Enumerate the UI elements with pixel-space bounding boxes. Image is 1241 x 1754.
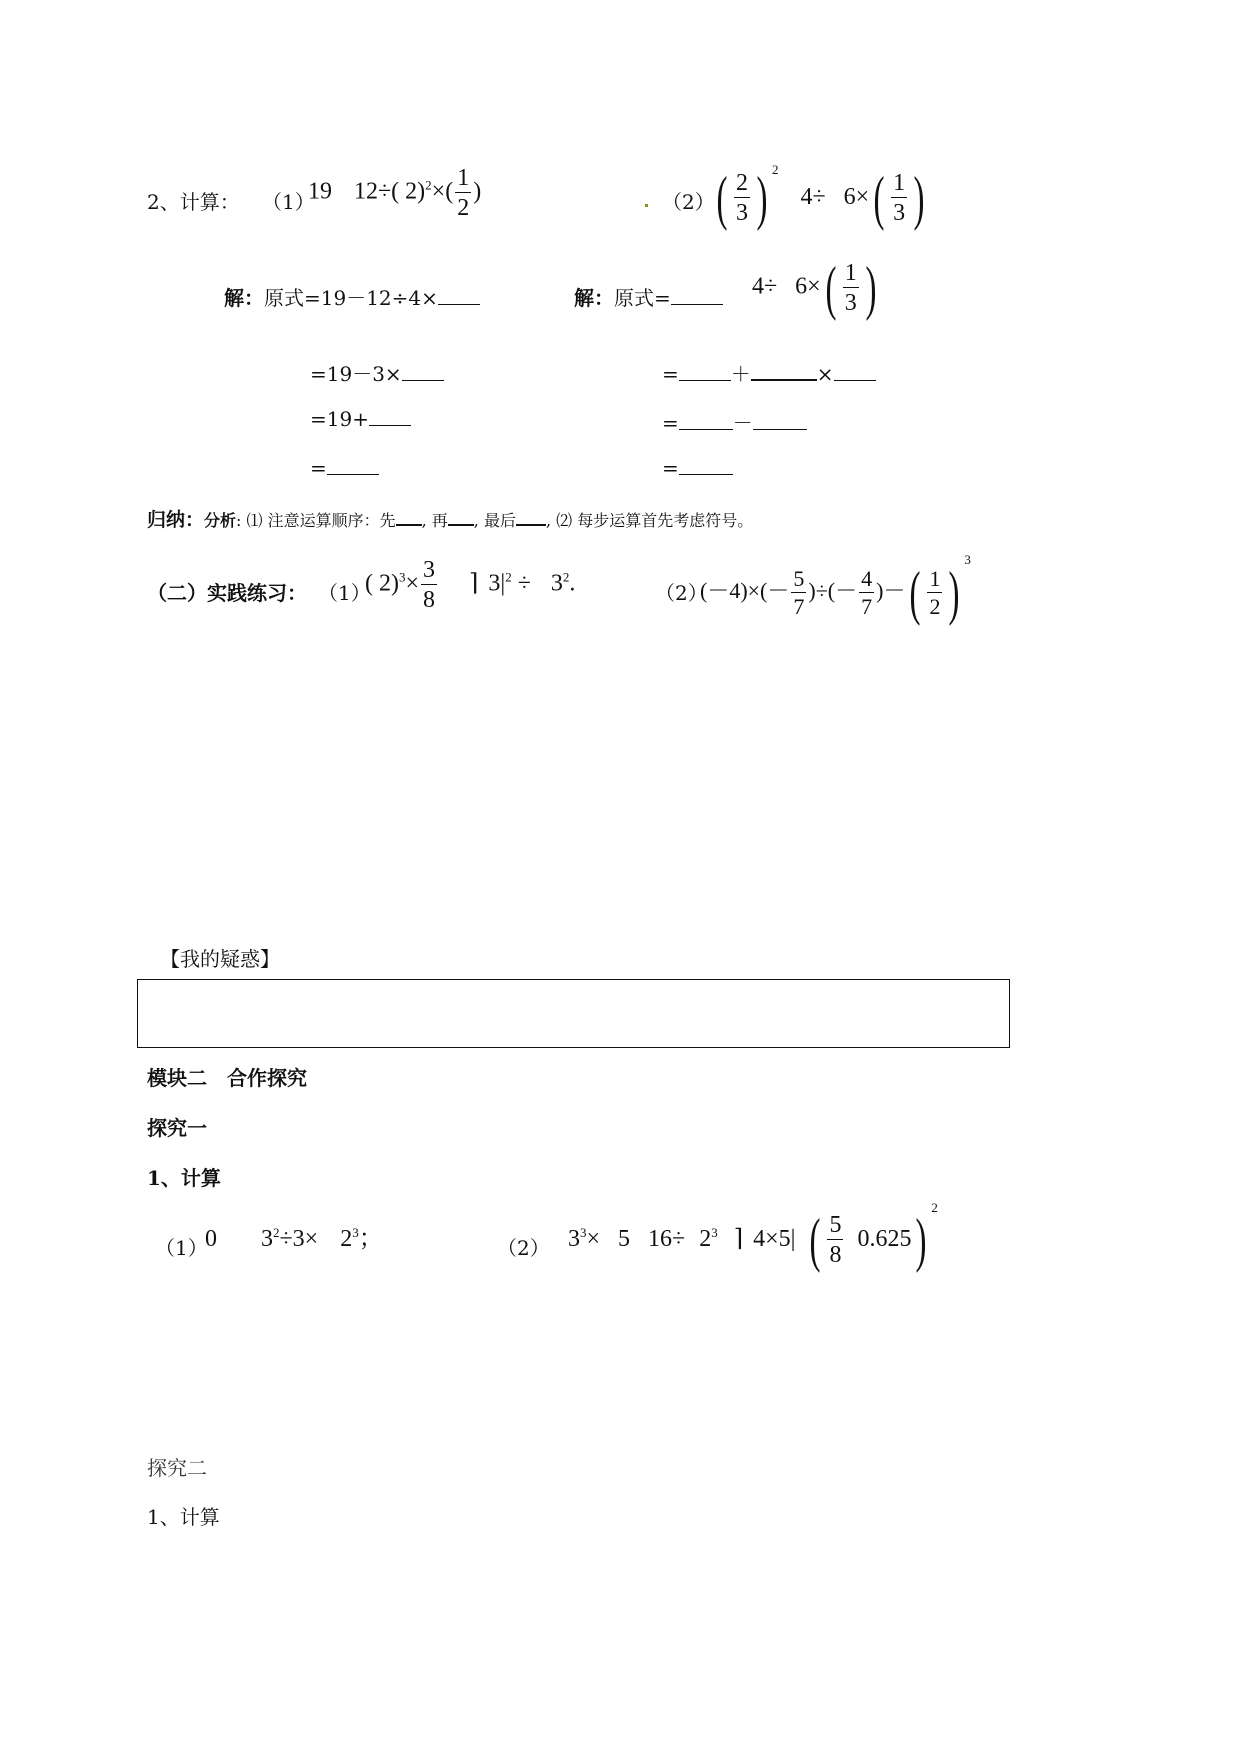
fraction-denominator: 7 [861, 593, 873, 619]
q2-label: 2、计算： [147, 190, 240, 214]
fraction-denominator: 2 [929, 593, 941, 619]
practice-title: （二）实践练习 [147, 581, 287, 605]
expr-term: ( [445, 178, 454, 205]
expr-term: ( 2) [365, 570, 399, 597]
q2-part1-expression [308, 166, 481, 220]
answer-blank [679, 473, 733, 475]
explore1-heading: 探究一 [147, 1116, 207, 1140]
solution-step: － [732, 411, 753, 435]
fraction-numerator: 2 [735, 170, 748, 197]
solution-step: =19+ [310, 407, 369, 431]
expr-term: ÷ [517, 570, 531, 597]
fraction-numerator: 1 [457, 165, 470, 191]
right-paren: ) [915, 1207, 927, 1274]
fraction [455, 166, 471, 220]
expr-term: )÷(－ [808, 578, 858, 603]
solution1-line3 [310, 407, 411, 431]
left-paren: ( [809, 1207, 821, 1274]
expr-exponent: 2 [505, 569, 512, 585]
bracket-glyph: | [500, 570, 506, 597]
expr-term: × [431, 178, 446, 205]
summary-text: : ⑴ 注意运算顺序：先 [236, 511, 396, 530]
expr-term: × [807, 273, 821, 300]
summary-line [147, 505, 753, 532]
solution1-header [224, 282, 480, 311]
answer-blank [751, 378, 817, 381]
solution-step: =19－3× [310, 362, 402, 386]
expr-term: 12÷ [354, 178, 392, 205]
expr-exponent: 2 [425, 177, 432, 193]
fraction-denominator: 3 [844, 290, 857, 316]
practice-colon: ： [287, 581, 307, 605]
expr-term: 5 [618, 1226, 631, 1252]
practice-label [147, 577, 307, 606]
left-paren: ( [909, 559, 921, 626]
expr-term: 2 [340, 1226, 353, 1252]
expr-term: ÷3× [279, 1226, 319, 1252]
summary-analysis-label: 分析 [204, 511, 237, 530]
summary-text: , 最后 [473, 511, 516, 530]
period-glyph: . [569, 570, 576, 597]
solution-step: = [662, 456, 679, 480]
answer-blank [834, 379, 876, 381]
expr-exponent: 3 [711, 1225, 718, 1240]
expr-exponent: 3 [352, 1225, 359, 1240]
explore1-part1-label: （1） [155, 1236, 208, 1260]
bracket-glyph: ⌉ [733, 1226, 744, 1252]
expr-term: ( 2) [391, 178, 426, 205]
expr-term: × [586, 1226, 601, 1252]
fraction-denominator: 8 [423, 587, 436, 613]
expr-exponent: 3 [398, 569, 406, 585]
practice-part1-label: （1） [318, 581, 371, 605]
right-paren: ) [948, 559, 960, 626]
bracket-glyph: ⌉ [469, 570, 479, 597]
solution2-header [574, 282, 723, 311]
q2-part2-expression [712, 162, 929, 232]
solution2-line4 [662, 456, 733, 480]
solution2-header-expression [752, 255, 881, 321]
right-paren: ) [865, 255, 877, 321]
summary-text: , ⑵ 每步运算首先考虑符号。 [545, 511, 754, 530]
solution-label: 解： [224, 286, 264, 310]
expr-term: (－4)×(－ [700, 578, 790, 603]
expr-term: 4÷ [752, 273, 778, 300]
explore1-part2-label: （2） [497, 1236, 550, 1260]
expr-term: 3 [550, 570, 563, 597]
module2-title: 模块二 合作探究 [147, 1066, 307, 1090]
practice-part2-expression [700, 552, 971, 626]
fraction [791, 565, 806, 619]
explore2-calc-label: 1、计算 [147, 1505, 220, 1529]
answer-blank [402, 379, 444, 381]
fraction [859, 565, 874, 619]
explore1-calc-label: 1、计算 [147, 1166, 221, 1190]
solution-step: ＋ [730, 362, 751, 386]
solution-step: = [662, 411, 679, 435]
expr-term: ) [473, 178, 482, 205]
practice-part1-expression [365, 558, 575, 612]
fraction-numerator: 1 [844, 260, 857, 286]
fraction-numerator: 5 [829, 1212, 842, 1239]
left-paren: ( [873, 165, 885, 232]
answer-blank [671, 303, 723, 305]
expr-term: 6 [843, 184, 856, 210]
practice-part2-label: （2） [655, 581, 708, 605]
expr-term: × [855, 184, 870, 210]
answer-blank [327, 473, 379, 475]
fraction [827, 1213, 843, 1267]
solution-step: = [662, 362, 679, 386]
fraction-numerator: 3 [423, 557, 436, 583]
answer-blank [516, 523, 546, 526]
fraction-denominator: 8 [829, 1242, 842, 1269]
answer-blank [448, 523, 474, 526]
expr-exponent: 3 [964, 552, 971, 567]
answer-blank [369, 424, 411, 426]
fraction [891, 171, 907, 225]
solution2-line2 [662, 358, 876, 387]
expr-term: 2 [699, 1226, 712, 1252]
explore1-part1-expression [205, 1218, 383, 1253]
expr-term: 0 [205, 1226, 217, 1252]
answer-blank [438, 303, 480, 305]
expr-term: 4×5 [753, 1226, 791, 1252]
fraction-numerator: 1 [929, 565, 941, 591]
fraction [734, 171, 750, 225]
fraction [421, 558, 437, 612]
fraction-numerator: 4 [861, 565, 873, 591]
solution-step: × [816, 362, 834, 386]
expr-exponent: 2 [562, 569, 570, 585]
answer-blank [679, 428, 733, 430]
expr-exponent: 2 [273, 1225, 280, 1240]
right-paren: ) [756, 165, 768, 232]
doubt-answer-box[interactable] [137, 979, 1010, 1048]
summary-text: , 再 [421, 511, 448, 530]
expr-term: 3 [488, 570, 501, 597]
expr-term: 4÷ [800, 184, 826, 210]
explore2-heading: 探究二 [147, 1456, 207, 1480]
expr-term: 6 [795, 273, 808, 300]
fraction-numerator: 1 [893, 170, 906, 197]
bracket-glyph: | [790, 1226, 796, 1252]
right-paren: ) [913, 165, 925, 232]
expr-term: 3 [568, 1226, 580, 1252]
expr-term: 0.625 [857, 1226, 912, 1252]
solution-step: = [310, 456, 327, 480]
expr-term: )－ [876, 578, 906, 603]
fraction [927, 565, 942, 619]
fraction-denominator: 2 [457, 195, 470, 221]
answer-blank [396, 523, 422, 526]
expr-exponent: 2 [771, 162, 779, 177]
answer-blank [679, 379, 731, 381]
expr-term: ； [358, 1226, 383, 1252]
solution1-line2 [310, 358, 444, 387]
answer-blank [753, 428, 807, 430]
expr-exponent: 2 [931, 1200, 938, 1215]
q2-part2-label: （2） [662, 190, 715, 214]
expr-term: 3 [261, 1226, 273, 1252]
solution-expression: 原式=19－12÷4× [264, 286, 438, 310]
left-paren: ( [825, 255, 837, 321]
q2-part1-label: （1） [262, 190, 315, 214]
expr-term: 16÷ [648, 1226, 686, 1252]
explore1-part2-expression [568, 1200, 938, 1274]
solution-expression: 原式= [614, 286, 671, 310]
expr-term: 19 [308, 178, 332, 205]
fraction-denominator: 7 [793, 593, 805, 619]
fraction-denominator: 3 [893, 200, 906, 227]
fraction-numerator: 5 [793, 565, 805, 591]
fraction [843, 261, 859, 315]
stray-dot [645, 204, 648, 207]
doubt-title: 【我的疑惑】 [160, 947, 280, 971]
solution1-line4 [310, 456, 379, 480]
left-paren: ( [716, 165, 728, 232]
fraction-denominator: 3 [735, 200, 748, 227]
solution2-line3 [662, 407, 807, 436]
solution-label: 解： [574, 286, 614, 310]
expr-term: × [405, 570, 420, 597]
expr-exponent: 3 [580, 1225, 587, 1240]
summary-label: 归纳： [147, 509, 205, 531]
